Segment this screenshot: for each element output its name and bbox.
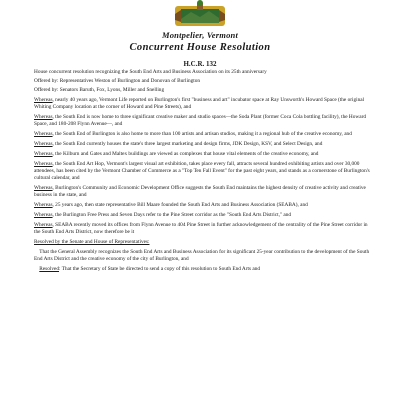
whereas-clause: Whereas, 25 years ago, then state representative Bill Maare founded the South End Arts and Business Association (SEABA), and bbox=[34, 202, 308, 208]
whereas-clause: Whereas, SEABA recently moved its offices from Flynn Avenue to 404 Pine Street in further acknowledgement of the centrality of the Pine Street corridor in the South End Arts District, now therefore be it bbox=[34, 222, 368, 235]
resolution-number: H.C.R. 132 bbox=[183, 60, 217, 68]
whereas-clause: Whereas, the South End currently houses the state's three largest marketing and design firms, JDK Design, KSV, and Select Design, and bbox=[34, 141, 323, 147]
whereas-clause: Whereas, the South End is now home to three significant creative maker and studio spaces—the Soda Plant (former Coca Cola bottling facility), the Howard Space, and 180-208 Flynn Avenue—, and bbox=[34, 114, 366, 127]
whereas-clause: Whereas, the South End Art Hop, Vermont's largest visual art exhibition, takes place every fall, attracts several hundred exhibiting artists and over 30,000 attendees, has been cited by the Vermont Chamber of Commerce as a "Top Ten Fall Event" for the past eight years, and stands as a cornerstone of Burlington's cultural calendar, and bbox=[34, 161, 370, 181]
resolved-heading: Resolved by the Senate and House of Representatives: bbox=[34, 239, 150, 245]
whereas-clause: Whereas, the Kilburn and Gates and Maltex buildings are viewed as complexes that house vital elements of the creative economy, and bbox=[34, 151, 319, 157]
summary: House concurrent resolution recognizing the South End Arts and Business Association on its 25th anniversary bbox=[34, 69, 267, 75]
vermont-seal-icon bbox=[173, 0, 227, 28]
place-line: Montpelier, Vermont bbox=[161, 30, 239, 40]
whereas-clause: Whereas, nearly 40 years ago, Vermont Life reported on Burlington's first "business and art" incubator space at Ray Unsworth's Howard Space (the original Whiting Company location at the corner of Howard and Pine Streets), and bbox=[34, 97, 365, 110]
document-title: Concurrent House Resolution bbox=[129, 42, 271, 53]
whereas-clause: Whereas, the Burlington Free Press and Seven Days refer to the Pine Street corridor as the "South End Arts District," and bbox=[34, 212, 292, 218]
offered-by-representatives: Offered by: Representatives Weston of Burlington and Donovan of Burlington bbox=[34, 78, 201, 84]
resolution-clause: That the General Assembly recognizes the South End Arts and Business Association for its significant 25-year contribution to the development of the South End Arts District and the creative economy of the city of Burlington, and bbox=[34, 249, 370, 262]
resolution-body bbox=[34, 69, 370, 276]
whereas-clause: Whereas, Burlington's Community and Economic Development Office suggests the South End maintains the highest density of creative activity and creative business in the state, and bbox=[34, 185, 366, 198]
whereas-clause: Whereas, the South End of Burlington is also home to more than 100 artists and artisan studios, making it a regional hub of the creative economy, and bbox=[34, 131, 352, 137]
resolution-clause: Resolved: That the Secretary of State be directed to send a copy of this resolution to South End Arts and bbox=[39, 266, 261, 272]
offered-by-senators: Offered by: Senators Baruth, Fox, Lyons, Miller and Snelling bbox=[34, 87, 165, 93]
